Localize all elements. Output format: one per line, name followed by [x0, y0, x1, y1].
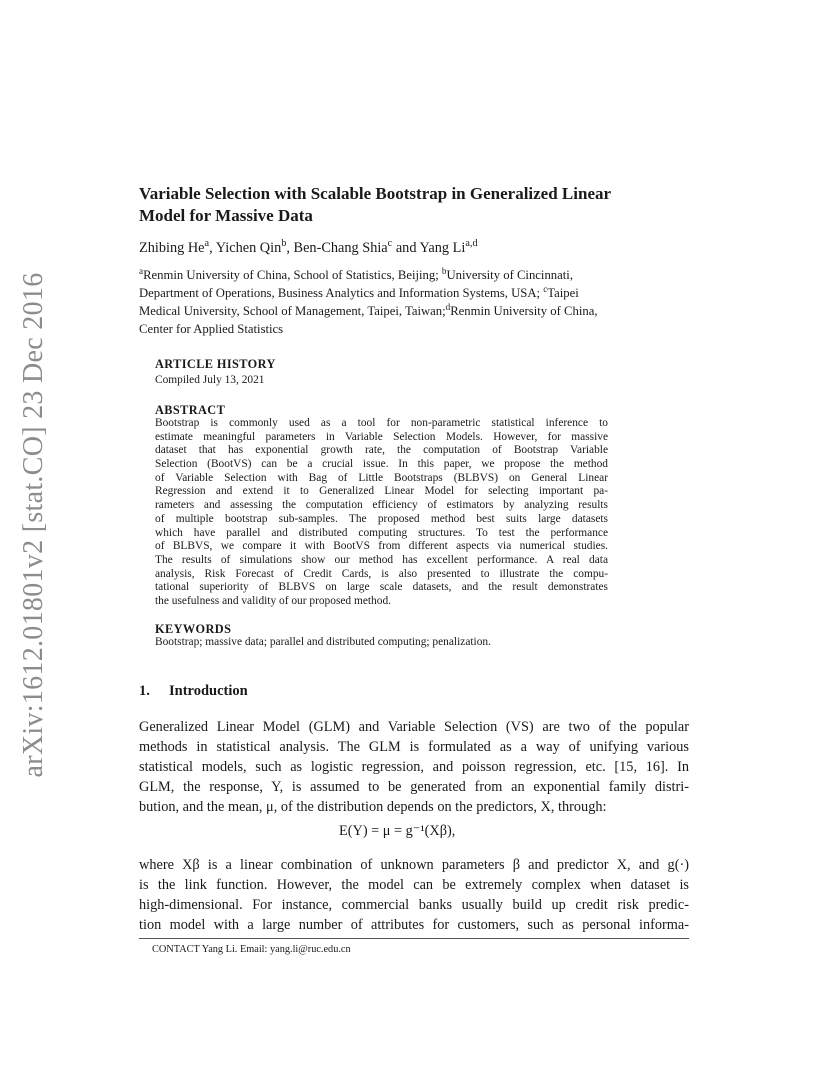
body-line: statistical models, such as logistic regression, and poisson regression, etc. [15, 16]. In [139, 759, 689, 775]
affiliations [139, 266, 699, 338]
affiliation-line [139, 266, 699, 284]
body-line: GLM, the response, Y, is assumed to be generated from an exponential family distri- [139, 779, 689, 795]
affil-text: Taipei [547, 286, 579, 300]
body-line: bution, and the mean, μ, of the distribution depends on the predictors, X, through: [139, 799, 607, 815]
title-line-1: Variable Selection with Scalable Bootstrap in Generalized Linear [139, 184, 612, 203]
section-number: 1. [139, 683, 150, 699]
intro-paragraph-2 [139, 855, 689, 935]
compiled-date: Compiled July 13, 2021 [155, 374, 265, 386]
section-heading [139, 683, 248, 700]
affil-text: Renmin University of China, [450, 304, 598, 318]
author-affil-mark: a [204, 238, 210, 250]
affiliation-line [139, 284, 699, 302]
abstract-line: of multiple bootstrap sub-samples. The proposed method best suits large datasets [155, 512, 608, 525]
section-title: Introduction [169, 683, 248, 699]
abstract-line: Regression and extend it to Generalized Linear Model for selecting important pa- [155, 485, 608, 498]
author-affil-mark: c [387, 238, 393, 250]
affil-mark: d [445, 301, 451, 312]
abstract-body [155, 417, 608, 609]
abstract-line: tational superiority of BLBVS on large scale datasets, and the result demonstrates [155, 581, 608, 594]
body-line: methods in statistical analysis. The GLM is formulated as a way of unifying various [139, 739, 689, 755]
affil-text: Renmin University of China, School of Statistics, Beijing; [143, 268, 442, 282]
affil-mark: c [543, 283, 548, 294]
intro-paragraph-1 [139, 717, 689, 817]
title-line-2: Model for Massive Data [139, 206, 313, 225]
author-name: Zhibing He [139, 240, 205, 256]
author-affil-mark: b [281, 238, 287, 250]
body-line: high-dimensional. For instance, commercial banks usually build up credit risk predic- [139, 897, 689, 913]
affiliation-line: Center for Applied Statistics [139, 322, 284, 336]
abstract-line: Bootstrap is commonly used as a tool for non-parametric statistical inference to [155, 417, 608, 429]
abstract-line: the usefulness and validity of our proposed method. [155, 594, 391, 607]
affil-text: Medical University, School of Management, Taipei, Taiwan; [139, 304, 446, 318]
abstract-line: The results of simulations show our method has excellent performance. A real data [155, 553, 608, 566]
abstract-line: analysis, Risk Forecast of Credit Cards, is also presented to illustrate the compu- [155, 567, 608, 580]
abstract-line: of Variable Selection with Bag of Little Bootstraps (BLBVS) on General Linear [155, 471, 608, 484]
affil-mark: a [139, 265, 144, 276]
author-name: Yang Li [419, 240, 466, 256]
paper-title [139, 183, 699, 227]
affil-text: Department of Operations, Business Analytics and Information Systems, USA; [139, 286, 544, 300]
body-line: is the link function. However, the model can be extremely complex when dataset is [139, 877, 689, 893]
abstract-line: of BLBVS, we compare it with BootVS from different aspects via numerical studies. [155, 540, 608, 553]
abstract-line: estimate meaningful parameters in Variable Selection Models. However, for massive [155, 430, 608, 443]
footnote-divider [139, 938, 689, 939]
keywords-heading: KEYWORDS [155, 622, 232, 636]
affiliation-line [139, 302, 699, 320]
abstract-line: Selection (BootVS) can be a crucial issue. In this paper, we propose the method [155, 458, 608, 471]
affil-text: University of Cincinnati, [446, 268, 573, 282]
body-line: Generalized Linear Model (GLM) and Variable Selection (VS) are two of the popular [139, 719, 689, 735]
contact-footnote: CONTACT Yang Li. Email: yang.li@ruc.edu.cn [152, 944, 351, 955]
article-history-heading: ARTICLE HISTORY [155, 357, 276, 371]
arxiv-sidebar-stamp [14, 272, 54, 778]
abstract-heading: ABSTRACT [155, 403, 226, 417]
author-name: Ben-Chang Shia [293, 240, 388, 256]
author-name: Yichen Qin [215, 240, 282, 256]
abstract-line: dataset that has exponential growth rate, the computation of Bootstrap Variable [155, 444, 608, 457]
body-line: tion model with a large number of attributes for customers, such as personal informa- [139, 917, 689, 933]
author-list: Zhibing He$^a$, Yichen Qin$^b$, Ben-Chang Shia$^c$ and Yang Li$^{a,d}$ [139, 238, 478, 256]
abstract-line: rameters and assessing the computation efficiency of estimators by analyzing results [155, 499, 608, 512]
abstract-line: which have parallel and distributed computing structures. To test the performance [155, 526, 608, 539]
body-line: where Xβ is a linear combination of unknown parameters β and predictor X, and g(·) [139, 857, 689, 873]
affil-mark: b [441, 265, 447, 276]
keywords-text: Bootstrap; massive data; parallel and distributed computing; penalization. [155, 636, 491, 648]
author-affil-mark: a,d [465, 238, 478, 250]
arxiv-identifier: arXiv:1612.01801v2 [stat.CO] 23 Dec 2016 [18, 272, 49, 778]
glm-equation: E(Y) = μ = g⁻¹(Xβ), [339, 823, 456, 839]
